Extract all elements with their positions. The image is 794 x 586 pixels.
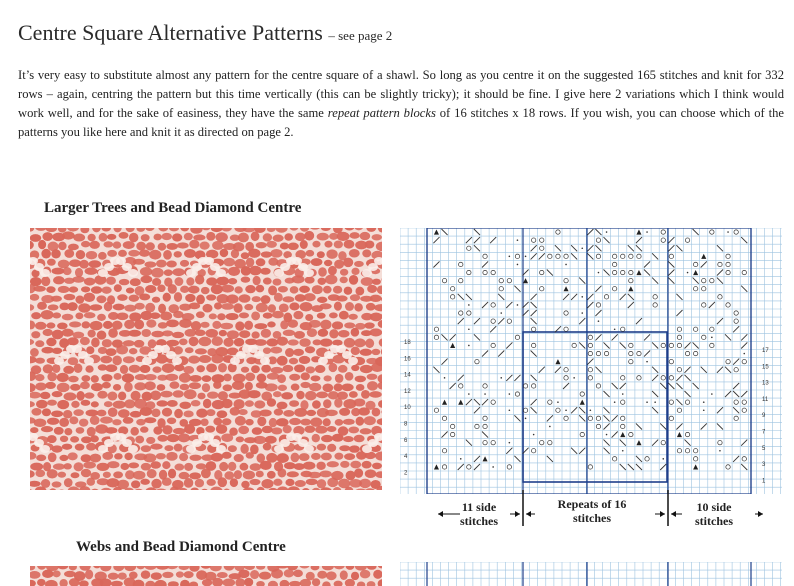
row-number-right: 7 bbox=[762, 430, 766, 436]
title-main: Centre Square Alternative Patterns bbox=[18, 20, 323, 45]
row-number-right: 11 bbox=[762, 397, 769, 403]
knitting-chart-2 bbox=[400, 562, 782, 586]
row-number-left: 16 bbox=[404, 356, 411, 362]
chart-label-middle-line2: stitches bbox=[540, 511, 644, 525]
row-number-left: 10 bbox=[404, 405, 411, 411]
row-number-right: 1 bbox=[762, 478, 766, 484]
page-title bbox=[18, 20, 392, 46]
intro-text-2: of 16 stitches x 18 rows. If you wish, you can choose which of the patterns you like here and knit it as directed on page 2. bbox=[18, 106, 784, 139]
intro-text-1: It’s very easy to substitute almost any pattern for the centre square of a shawl. So long as you centre it on the suggested 165 stitches and knit for 332 rows – again, centring the pattern but this time vertically (this can be slightly tricky); it should be fine. I give here 2 variations which I think would work well, and for the sake of easiness, they have the same bbox=[18, 68, 784, 120]
chart-label-left-line1: 11 side bbox=[438, 500, 520, 514]
knitting-chart-1 bbox=[400, 228, 782, 494]
lace-texture-2 bbox=[30, 566, 382, 586]
row-number-left: 8 bbox=[404, 422, 408, 428]
chart-label-right-line2: stitches bbox=[668, 514, 760, 528]
lace-photo-1 bbox=[30, 228, 382, 490]
chart-grid-2 bbox=[400, 562, 782, 586]
row-number-left: 6 bbox=[404, 438, 408, 444]
chart-label-middle-line1: Repeats of 16 bbox=[540, 497, 644, 511]
chart-label-right-line1: 10 side bbox=[668, 500, 760, 514]
row-number-right: 13 bbox=[762, 381, 769, 387]
chart-arrows bbox=[400, 490, 782, 530]
row-number-left: 12 bbox=[404, 389, 411, 395]
row-number-right: 5 bbox=[762, 446, 766, 452]
chart-grid-1 bbox=[400, 228, 782, 494]
row-number-left: 14 bbox=[404, 373, 411, 379]
chart-label-left-line2: stitches bbox=[438, 514, 520, 528]
row-number-right: 3 bbox=[762, 462, 766, 468]
title-suffix: – see page 2 bbox=[328, 28, 392, 43]
row-number-left: 2 bbox=[404, 470, 408, 476]
row-number-left: 4 bbox=[404, 454, 408, 460]
lace-photo-2 bbox=[30, 566, 382, 586]
pattern-caption-2: Webs and Bead Diamond Centre bbox=[76, 539, 286, 556]
row-number-left: 18 bbox=[404, 340, 411, 346]
intro-paragraph bbox=[18, 66, 784, 142]
row-number-right: 15 bbox=[762, 364, 769, 370]
row-number-right: 9 bbox=[762, 413, 766, 419]
pattern-caption-1: Larger Trees and Bead Diamond Centre bbox=[44, 200, 301, 217]
lace-texture-1 bbox=[30, 228, 382, 490]
row-number-right: 17 bbox=[762, 348, 769, 354]
intro-italic: repeat pattern blocks bbox=[328, 106, 436, 120]
